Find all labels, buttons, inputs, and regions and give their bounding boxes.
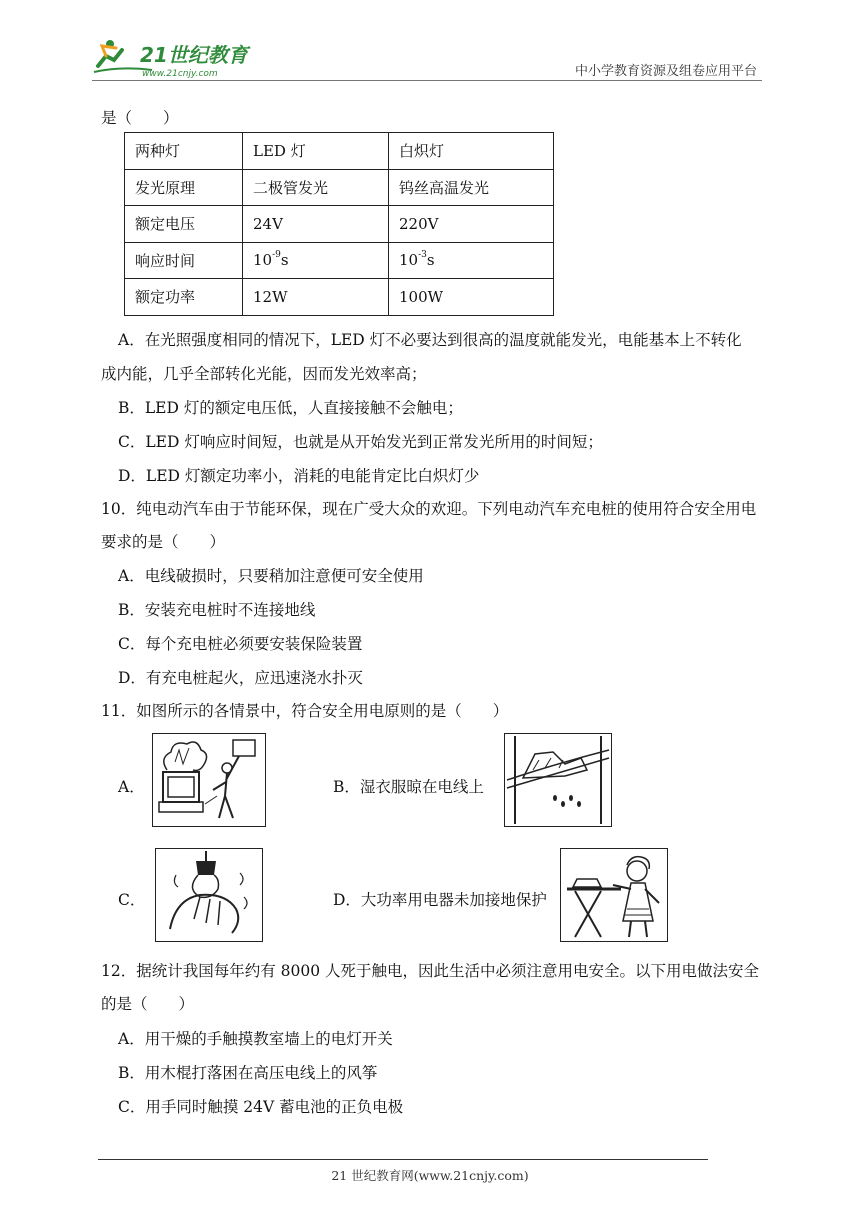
- footer-text: 21 世纪教育网(www.21cnjy.com): [331, 1168, 529, 1183]
- logo-text: 21世纪教育: [140, 43, 248, 67]
- table-cell: 12W: [243, 279, 389, 316]
- table-cell: 额定电压: [125, 206, 243, 243]
- table-cell: 两种灯: [125, 133, 243, 170]
- table-cell: 24V: [243, 206, 389, 243]
- led-response-unit: s: [280, 251, 289, 270]
- table-cell: LED 灯: [243, 133, 389, 170]
- tv-fire-man-image: [152, 733, 266, 827]
- q11-option-d: D．大功率用电器未加接地保护: [333, 891, 547, 909]
- q9-option-a-line1: A．在光照强度相同的情况下，LED 灯不必要达到很高的温度就能发光，电能基本上不转化: [118, 331, 742, 349]
- q9-option-a-line2: 成内能，几乎全部转化光能，因而发光效率高；: [101, 365, 427, 383]
- table-cell: 钨丝高温发光: [389, 169, 554, 206]
- inc-response-base: 10: [399, 251, 419, 270]
- inc-response-exponent: -3: [418, 250, 427, 261]
- table-cell: 白炽灯: [389, 133, 554, 170]
- table-cell: 发光原理: [125, 169, 243, 206]
- q9-stem-tail: 是（ ）: [101, 109, 179, 127]
- lamp-comparison-table: [124, 132, 554, 316]
- ironing-girl-image: [560, 848, 668, 942]
- table-cell: 额定功率: [125, 279, 243, 316]
- table-cell: 响应时间: [125, 242, 243, 279]
- led-response-base: 10: [253, 251, 273, 270]
- table-cell: [389, 242, 554, 279]
- header-divider: [92, 80, 762, 81]
- q11-option-b: B．湿衣服晾在电线上: [333, 778, 484, 796]
- q10-stem-line2: 要求的是（ ）: [101, 533, 226, 551]
- q10-option-b: B．安装充电桩时不连接地线: [118, 601, 316, 619]
- footer-divider: [98, 1159, 708, 1160]
- led-response-exponent: -9: [272, 250, 281, 261]
- q9-option-b: B．LED 灯的额定电压低，人直接接触不会触电；: [118, 399, 463, 417]
- q10-stem-line1: 10．纯电动汽车由于节能环保，现在广受大众的欢迎。下列电动汽车充电桩的使用符合安全用电: [101, 500, 757, 518]
- q11-option-a: A．: [118, 778, 145, 796]
- table-cell: 100W: [389, 279, 554, 316]
- logo-url: www.21cnjy.com: [142, 69, 218, 79]
- q11-option-c: C．: [118, 891, 146, 909]
- q10-option-c: C．每个充电桩必须要安装保险装置: [118, 635, 363, 653]
- inc-response-unit: s: [426, 251, 435, 270]
- table-row: [125, 279, 554, 316]
- q10-option-d: D．有充电桩起火，应迅速浇水扑灭: [118, 669, 363, 687]
- table-row: [125, 169, 554, 206]
- table-row: [125, 206, 554, 243]
- table-cell: 二极管发光: [243, 169, 389, 206]
- table-row: [125, 242, 554, 279]
- site-logo: [92, 36, 262, 80]
- q12-option-b: B．用木棍打落困在高压电线上的风筝: [118, 1064, 378, 1082]
- wet-clothes-wire-image: [504, 733, 612, 827]
- q10-option-a: A．电线破损时，只要稍加注意便可安全使用: [118, 567, 424, 585]
- q12-stem-line2: 的是（ ）: [101, 995, 195, 1013]
- q11-stem: 11．如图所示的各情景中，符合安全用电原则的是（ ）: [101, 702, 509, 720]
- q12-option-c: C．用手同时触摸 24V 蓄电池的正负电极: [118, 1098, 404, 1116]
- q9-option-c: C．LED 灯响应时间短，也就是从开始发光到正常发光所用的时间短；: [118, 433, 603, 451]
- q12-stem-line1: 12．据统计我国每年约有 8000 人死于触电，因此生活中必须注意用电安全。以下用电做法安全: [101, 962, 760, 980]
- wet-hand-bulb-image: [155, 848, 263, 942]
- table-cell: [243, 242, 389, 279]
- q12-option-a: A．用干燥的手触摸教室墙上的电灯开关: [118, 1030, 393, 1048]
- q9-option-d: D．LED 灯额定功率小，消耗的电能肯定比白炽灯少: [118, 467, 480, 485]
- table-cell: 220V: [389, 206, 554, 243]
- table-row: [125, 133, 554, 170]
- header-platform-text: 中小学教育资源及组卷应用平台: [575, 64, 758, 79]
